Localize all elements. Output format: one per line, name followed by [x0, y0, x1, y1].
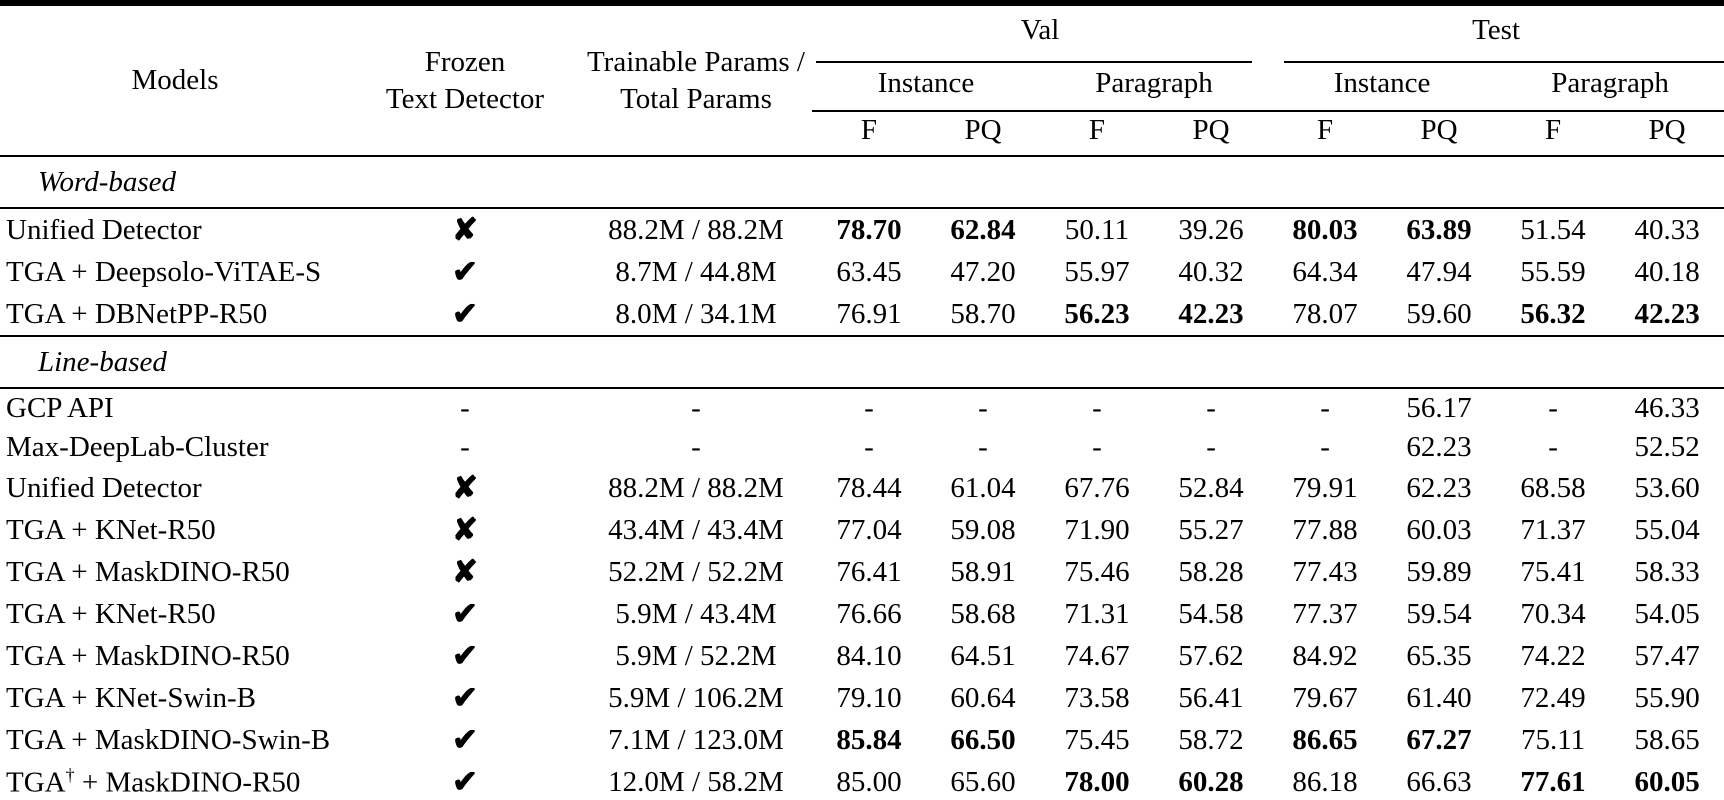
metric-value: -: [864, 392, 874, 424]
dagger-mark: †: [65, 764, 75, 785]
metric-value: -: [1320, 392, 1330, 424]
params-column-header: [580, 3, 812, 156]
table-row: [0, 208, 1724, 251]
cross-icon: ✘: [452, 554, 478, 589]
model-name: TGA + MaskDINO-R50: [6, 639, 290, 672]
val-instance-header: Instance: [812, 63, 1040, 111]
metric-value: 55.59: [1520, 255, 1586, 288]
table-row: [0, 467, 1724, 509]
metric-value: 79.10: [836, 681, 902, 714]
params-value: 43.4M / 43.4M: [608, 513, 784, 546]
table-row: [0, 593, 1724, 635]
check-icon: ✔: [452, 296, 478, 331]
metric-header-f: F: [1496, 111, 1610, 156]
metric-value: 74.67: [1064, 639, 1130, 672]
metric-value: 78.70: [836, 213, 902, 246]
metric-value: 63.89: [1406, 213, 1472, 246]
section-row: [0, 156, 1724, 208]
check-icon: ✔: [452, 254, 478, 289]
metric-value: 40.32: [1178, 255, 1244, 288]
params-header-line1: Trainable Params /: [586, 46, 805, 79]
model-name: TGA + MaskDINO-R50: [6, 555, 290, 588]
table-row: [0, 719, 1724, 761]
metric-value: -: [1206, 431, 1216, 463]
metric-value: 58.91: [950, 555, 1016, 588]
metric-value: -: [1206, 392, 1216, 424]
metric-value: 78.44: [836, 471, 902, 504]
check-icon: ✔: [452, 722, 478, 757]
section-label: Word-based: [0, 156, 1724, 208]
metric-value: 66.50: [950, 723, 1016, 756]
params-value: 5.9M / 106.2M: [608, 681, 784, 714]
metric-value: 58.72: [1178, 723, 1244, 756]
metric-value: 58.65: [1634, 723, 1700, 756]
metric-value: 84.10: [836, 639, 902, 672]
cross-icon: ✘: [452, 470, 478, 505]
table-row: [0, 428, 1724, 467]
metric-value: 57.47: [1634, 639, 1700, 672]
metric-value: 77.43: [1292, 555, 1358, 588]
metric-value: 76.41: [836, 555, 902, 588]
table-header: [0, 3, 1724, 156]
metric-value: 79.67: [1292, 681, 1358, 714]
table-row: [0, 509, 1724, 551]
metric-value: 77.37: [1292, 597, 1358, 630]
metric-value: 61.04: [950, 471, 1016, 504]
metric-value: 62.23: [1406, 471, 1472, 504]
metric-value: 55.90: [1634, 681, 1700, 714]
table-row: [0, 677, 1724, 719]
metric-value: 66.63: [1406, 765, 1472, 798]
metric-value: 64.34: [1292, 255, 1358, 288]
metric-header-f: F: [1040, 111, 1154, 156]
metric-value: 74.22: [1520, 639, 1586, 672]
metric-value: 71.37: [1520, 513, 1586, 546]
metric-value: 62.23: [1406, 431, 1472, 463]
frozen-header-line2: Text Detector: [385, 82, 545, 115]
metric-value: -: [1092, 431, 1102, 463]
check-icon: ✔: [452, 680, 478, 715]
params-value: 8.7M / 44.8M: [615, 255, 777, 288]
params-value: 88.2M / 88.2M: [608, 471, 784, 504]
metric-value: 56.23: [1064, 297, 1130, 330]
metric-value: 54.05: [1634, 597, 1700, 630]
metric-value: 65.60: [950, 765, 1016, 798]
check-icon: ✔: [452, 638, 478, 673]
metric-value: 60.28: [1178, 765, 1244, 798]
metric-value: 51.54: [1520, 213, 1586, 246]
metric-value: 62.84: [950, 213, 1016, 246]
metric-value: 47.20: [950, 255, 1016, 288]
metric-value: 59.89: [1406, 555, 1472, 588]
model-name: TGA + KNet-R50: [6, 597, 216, 630]
metric-value: 55.04: [1634, 513, 1700, 546]
val-group-label: Val: [1020, 14, 1060, 46]
params-value: 88.2M / 88.2M: [608, 213, 784, 246]
metric-value: 55.27: [1178, 513, 1244, 546]
metric-header-pq: PQ: [926, 111, 1040, 156]
test-instance-header: Instance: [1268, 63, 1496, 111]
metric-value: -: [978, 431, 988, 463]
metric-value: 61.40: [1406, 681, 1472, 714]
section-label: Line-based: [0, 336, 1724, 388]
frozen-dash: -: [460, 431, 470, 463]
metric-value: 52.84: [1178, 471, 1244, 504]
metric-value: 57.62: [1178, 639, 1244, 672]
metric-header-pq: PQ: [1154, 111, 1268, 156]
model-name: TGA + KNet-Swin-B: [6, 681, 256, 714]
metric-value: 39.26: [1178, 213, 1244, 246]
metric-value: 86.18: [1292, 765, 1358, 798]
metric-value: 78.00: [1064, 765, 1130, 798]
params-value: -: [691, 392, 701, 424]
metric-value: 55.97: [1064, 255, 1130, 288]
metric-value: 52.52: [1634, 431, 1700, 463]
params-value: 7.1M / 123.0M: [608, 723, 784, 756]
cross-icon: ✘: [452, 212, 478, 247]
metric-value: 64.51: [950, 639, 1016, 672]
models-column-header: Models: [0, 3, 350, 156]
metric-value: 71.90: [1064, 513, 1130, 546]
metric-value: 58.68: [950, 597, 1016, 630]
table-row: [0, 635, 1724, 677]
params-value: -: [691, 431, 701, 463]
metric-value: 85.84: [836, 723, 902, 756]
metric-value: 56.41: [1178, 681, 1244, 714]
check-icon: ✔: [452, 596, 478, 631]
metric-value: 68.58: [1520, 471, 1586, 504]
model-name: TGA + MaskDINO-Swin-B: [6, 723, 331, 756]
table-row: [0, 388, 1724, 428]
metric-value: 73.58: [1064, 681, 1130, 714]
metric-value: 76.91: [836, 297, 902, 330]
metric-header-f: F: [812, 111, 926, 156]
metric-value: 70.34: [1520, 597, 1586, 630]
metric-value: 40.18: [1634, 255, 1700, 288]
model-name: TGA† + MaskDINO-R50: [6, 764, 301, 799]
metric-header-pq: PQ: [1610, 111, 1724, 156]
metric-value: 85.00: [836, 765, 902, 798]
frozen-column-header: [350, 3, 580, 156]
metric-value: 42.23: [1634, 297, 1700, 330]
metric-value: 42.23: [1178, 297, 1244, 330]
params-value: 5.9M / 52.2M: [615, 639, 777, 672]
test-group-label: Test: [1472, 14, 1521, 46]
metric-value: 75.45: [1064, 723, 1130, 756]
params-value: 8.0M / 34.1M: [615, 297, 777, 330]
metric-value: 54.58: [1178, 597, 1244, 630]
metric-value: 84.92: [1292, 639, 1358, 672]
metric-value: 56.32: [1520, 297, 1586, 330]
check-icon: ✔: [452, 764, 478, 799]
metric-value: 67.27: [1406, 723, 1472, 756]
metric-value: 59.60: [1406, 297, 1472, 330]
params-value: 52.2M / 52.2M: [608, 555, 784, 588]
metric-value: 60.05: [1634, 765, 1700, 798]
metric-value: 47.94: [1406, 255, 1472, 288]
metric-value: -: [1548, 431, 1558, 463]
metric-value: -: [1092, 392, 1102, 424]
metric-value: 67.76: [1064, 471, 1130, 504]
params-value: 12.0M / 58.2M: [608, 765, 784, 798]
metric-value: 40.33: [1634, 213, 1700, 246]
metric-value: 59.08: [950, 513, 1016, 546]
metric-value: 72.49: [1520, 681, 1586, 714]
model-name: TGA + Deepsolo-ViTAE-S: [6, 255, 322, 288]
metric-value: 75.11: [1520, 723, 1586, 756]
metric-value: 86.65: [1292, 723, 1358, 756]
val-paragraph-header: Paragraph: [1040, 63, 1268, 111]
metric-value: 77.04: [836, 513, 902, 546]
metric-value: 59.54: [1406, 597, 1472, 630]
metric-value: 60.03: [1406, 513, 1472, 546]
metric-value: 75.41: [1520, 555, 1586, 588]
val-group-header: [812, 3, 1268, 63]
metric-value: 46.33: [1634, 392, 1700, 424]
section-row: [0, 336, 1724, 388]
metric-value: 79.91: [1292, 471, 1358, 504]
metric-value: 65.35: [1406, 639, 1472, 672]
frozen-header-line1: Frozen: [424, 46, 506, 79]
test-paragraph-header: Paragraph: [1496, 63, 1724, 111]
table-body: [0, 156, 1724, 800]
table-row: [0, 551, 1724, 593]
metric-value: 76.66: [836, 597, 902, 630]
model-name: TGA + DBNetPP-R50: [6, 297, 268, 330]
metric-value: 63.45: [836, 255, 902, 288]
metric-value: -: [1320, 431, 1330, 463]
metric-value: 77.61: [1520, 765, 1586, 798]
metric-value: 53.60: [1634, 471, 1700, 504]
metric-value: 75.46: [1064, 555, 1130, 588]
metric-value: 60.64: [950, 681, 1016, 714]
test-group-header: [1268, 3, 1724, 63]
model-name: Unified Detector: [6, 213, 202, 246]
metric-value: 58.28: [1178, 555, 1244, 588]
model-name: TGA + KNet-R50: [6, 513, 216, 546]
metric-header-pq: PQ: [1382, 111, 1496, 156]
metric-header-f: F: [1268, 111, 1382, 156]
model-name: Max-DeepLab-Cluster: [6, 431, 269, 463]
metric-value: 71.31: [1064, 597, 1130, 630]
table-row: [0, 761, 1724, 800]
metric-value: -: [864, 431, 874, 463]
metric-value: 80.03: [1292, 213, 1358, 246]
metric-value: 50.11: [1064, 213, 1130, 246]
metric-value: 58.33: [1634, 555, 1700, 588]
model-name: Unified Detector: [6, 471, 202, 504]
metric-value: -: [978, 392, 988, 424]
table-row: [0, 293, 1724, 336]
metric-value: -: [1548, 392, 1558, 424]
params-header-line2: Total Params: [620, 82, 772, 115]
params-value: 5.9M / 43.4M: [615, 597, 777, 630]
table-row: [0, 251, 1724, 293]
metric-value: 58.70: [950, 297, 1016, 330]
metric-value: 78.07: [1292, 297, 1358, 330]
cross-icon: ✘: [452, 512, 478, 547]
metric-value: 56.17: [1406, 392, 1472, 424]
metric-value: 77.88: [1292, 513, 1358, 546]
model-name: GCP API: [6, 392, 114, 424]
frozen-dash: -: [460, 392, 470, 424]
